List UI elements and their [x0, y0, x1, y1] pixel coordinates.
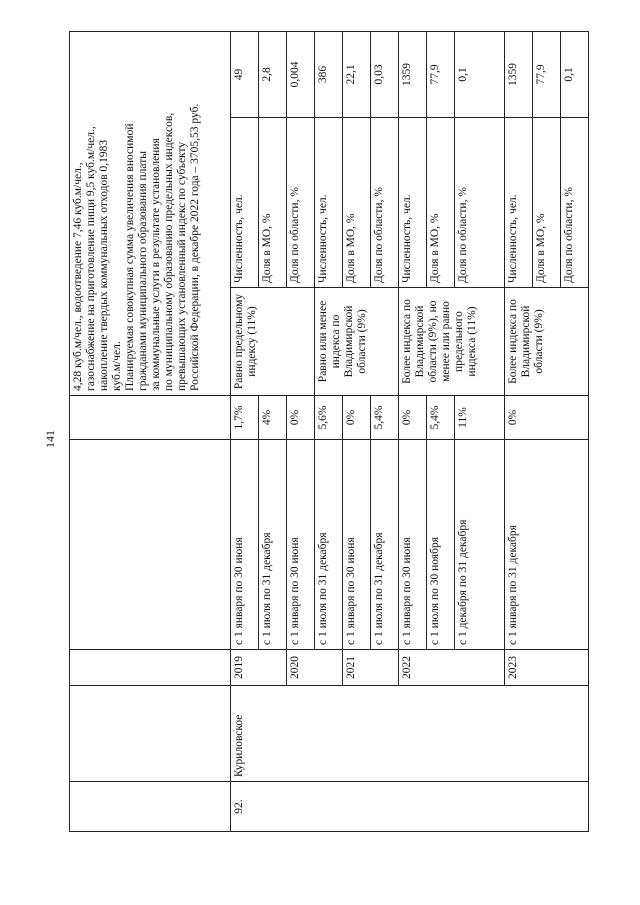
metric-value: 0,1 [455, 31, 505, 117]
empty-cell [70, 782, 231, 832]
notes-line: гражданами муниципального образования платы [137, 151, 149, 391]
metric-label: Доля по области, % [371, 118, 399, 288]
metric-label: Доля в МО, % [343, 118, 371, 288]
empty-cell [70, 686, 231, 782]
year-cell: 2022 [399, 650, 505, 686]
period-cell: с 1 января по 30 июня [399, 440, 427, 650]
metric-label: Численность, чел. [399, 118, 427, 288]
period-cell: с 1 января по 31 декабря [505, 440, 589, 650]
metric-label: Доля в МО, % [533, 118, 561, 288]
percent-cell: 11% [455, 396, 505, 440]
notes-line: куб.м/чел. [111, 341, 123, 391]
notes-line: Планируемая совокупная сумма увеличения вносимой [124, 123, 136, 391]
percent-cell: 0% [287, 396, 315, 440]
metric-label: Доля в МО, % [259, 118, 287, 288]
metric-label: Численность, чел. [231, 118, 259, 288]
metric-label: Доля по области, % [455, 118, 505, 288]
notes-line: по муниципальному образованию предельных индексов, [163, 112, 175, 391]
notes-line: 4,28 куб.м/чел., водоотведение 7,46 куб.м/чел., [72, 162, 84, 391]
table-row [70, 31, 231, 831]
period-cell: с 1 июля по 30 ноября [427, 440, 455, 650]
condition-cell: Равно или менее индекса по Владимирской области (9%) [315, 288, 399, 396]
period-cell: с 1 июля по 31 декабря [371, 440, 399, 650]
metric-value: 1359 [505, 31, 533, 117]
notes-line: газоснабжение на приготовление пищи 9,5 куб.м/чел., [85, 126, 97, 391]
metric-value: 77,9 [533, 31, 561, 117]
percent-cell: 5,4% [427, 396, 455, 440]
condition-cell: Более индекса по Владимирской области (9%), но менее или равно предельного индекса (11%) [399, 288, 505, 396]
year-cell: 2020 [287, 650, 343, 686]
empty-cell [70, 396, 231, 440]
rotated-table-wrapper [69, 32, 575, 832]
condition-cell: Равно предельному индексу (11%) [231, 288, 315, 396]
year-cell: 2023 [505, 650, 589, 686]
tariff-index-table [69, 31, 589, 832]
metric-value: 77,9 [427, 31, 455, 117]
percent-cell: 5,4% [371, 396, 399, 440]
metric-label: Численность, чел. [505, 118, 533, 288]
period-cell: с 1 января по 30 июня [231, 440, 259, 650]
percent-cell: 4% [259, 396, 287, 440]
percent-cell: 1,7% [231, 396, 259, 440]
row-number: 92. [231, 782, 589, 832]
empty-cell [70, 650, 231, 686]
metric-label: Численность, чел. [315, 118, 343, 288]
metric-value: 0,004 [287, 31, 315, 117]
metric-value: 1359 [399, 31, 427, 117]
notes-line: накопление твердых коммунальных отходов 0,1983 [98, 139, 110, 391]
notes-cell [70, 31, 231, 395]
year-cell: 2019 [231, 650, 287, 686]
page-number: 141 [43, 430, 57, 448]
percent-cell: 5,6% [315, 396, 343, 440]
period-cell: с 1 декабря по 31 декабря [455, 440, 505, 650]
municipality-name: Куриловское [231, 686, 589, 782]
period-cell: с 1 июля по 31 декабря [259, 440, 287, 650]
metric-value: 22,1 [343, 31, 371, 117]
percent-cell: 0% [343, 396, 371, 440]
metric-value: 49 [231, 31, 259, 117]
empty-cell [70, 440, 231, 650]
metric-label: Доля в МО, % [427, 118, 455, 288]
year-cell: 2021 [343, 650, 399, 686]
period-cell: с 1 января по 30 июня [287, 440, 315, 650]
percent-cell: 0% [505, 396, 589, 440]
metric-value: 386 [315, 31, 343, 117]
metric-value: 0,1 [561, 31, 589, 117]
notes-line: превышающих установленный индекс по субъекту [176, 141, 188, 391]
period-cell: с 1 июля по 31 декабря [315, 440, 343, 650]
table-row [231, 31, 259, 831]
metric-value: 0,03 [371, 31, 399, 117]
percent-cell: 0% [399, 396, 427, 440]
metric-value: 2,8 [259, 31, 287, 117]
notes-line: за коммунальные услуги в результате установления [150, 138, 162, 391]
notes-line: Российской Федерации, в декабре 2022 года – 3705,53 руб. [189, 103, 201, 391]
metric-label: Доля по области, % [561, 118, 589, 288]
period-cell: с 1 января по 30 июня [343, 440, 371, 650]
metric-label: Доля по области, % [287, 118, 315, 288]
condition-cell: Более индекса по Владимирской области (9%) [505, 288, 589, 396]
